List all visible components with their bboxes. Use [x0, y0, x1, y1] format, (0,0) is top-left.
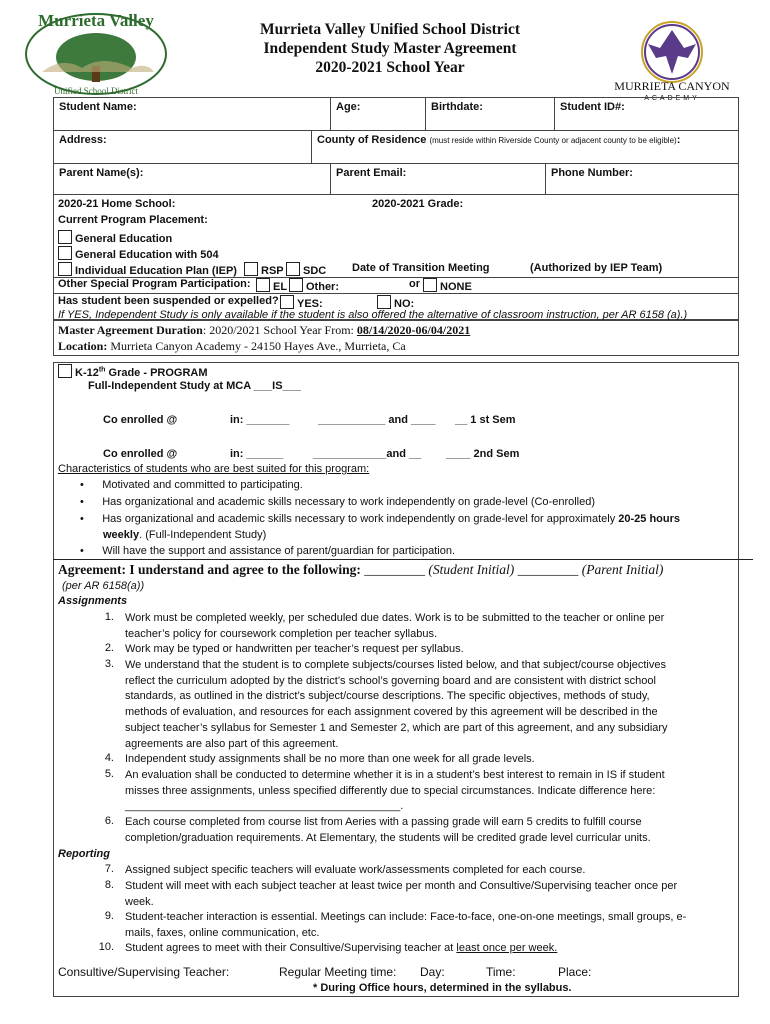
student-id-cell[interactable]	[554, 97, 739, 131]
coenrolled-1-in: in: _______	[230, 414, 290, 426]
duration-text: : 2020/2021 School Year From:	[202, 323, 357, 337]
full-is-line: Full-Independent Study at MCA ___IS___	[88, 380, 301, 392]
day-label: Day:	[420, 965, 445, 979]
bullet-bold-hours: 20-25 hours	[618, 513, 681, 525]
time-label: Time:	[486, 965, 516, 979]
item-line: Work may be typed or handwritten per teacher’s request per syllabus.	[125, 643, 464, 655]
suspended-label: Has student been suspended or expelled?	[58, 295, 279, 307]
coenrolled-2-sem: ____ 2nd Sem	[446, 448, 520, 460]
parent-email-cell[interactable]	[330, 163, 546, 195]
bullet-text: Motivated and committed to participating.	[102, 479, 303, 491]
parent-initial-label: (Parent Initial)	[581, 562, 664, 577]
item-line: mails, faxes, online communication, etc.	[125, 926, 320, 939]
item-number: 2.	[104, 642, 114, 654]
general-ed-504-option[interactable]	[58, 246, 219, 261]
other-checkbox[interactable]	[289, 278, 303, 292]
phone-label: Phone Number:	[551, 167, 633, 179]
bullet-bold-weekly: weekly	[103, 529, 140, 541]
k12-program-option[interactable]	[58, 364, 208, 379]
item-line: Student will meet with each subject teacher at least twice per month and Consultive/Supervising teacher once per	[125, 880, 678, 892]
item-line: Each course completed from course list from Aeries with a passing grade will earn 5 credits to fulfill course	[125, 816, 642, 828]
k12-label: K-12	[75, 367, 99, 379]
phone-cell[interactable]	[545, 163, 739, 195]
item-line: An evaluation shall be conducted to determine whether it is in a student’s best interest to remain in IS if student	[125, 769, 665, 781]
student-id-label: Student ID#:	[560, 101, 625, 113]
bullet-text: Has organizational and academic skills necessary to work independently on grade-level (Co-enrolled)	[102, 496, 596, 508]
county-label: County of Residence	[317, 134, 427, 146]
iep-option[interactable]	[58, 262, 237, 277]
district-title: Murrieta Valley Unified School District	[259, 21, 521, 38]
item-number: 1.	[104, 611, 114, 623]
k12-checkbox[interactable]	[58, 364, 72, 378]
location-line	[58, 339, 406, 354]
k12-sup: th	[98, 366, 106, 374]
parent-initial-blank[interactable]: _________	[514, 562, 582, 577]
home-school-label: 2020-21 Home School:	[58, 198, 176, 210]
bullet-text: . (Full-Independent Study)	[139, 529, 267, 541]
assignments-heading: Assignments	[58, 595, 128, 607]
coenrolled-1-and: ___________ and ____	[318, 414, 436, 426]
address-label: Address:	[59, 134, 107, 146]
bullet-item: • Has organizational and academic skills necessary to work independently on grade-level (Co-enrolled)	[80, 496, 596, 508]
district-logo	[22, 10, 170, 98]
coenrolled-2-label: Co enrolled @	[103, 448, 178, 460]
k12-label-rest: Grade - PROGRAM	[105, 367, 208, 379]
item-line: teacher’s policy for coursework completion per teacher syllabus.	[125, 627, 438, 640]
least-once-per-week: least once per week.	[456, 942, 558, 954]
or-label: or	[409, 278, 420, 290]
coenrolled-2-and: ____________and __	[313, 448, 422, 460]
agreement-heading	[58, 562, 663, 578]
county-cell[interactable]	[311, 130, 739, 164]
age-cell[interactable]	[330, 97, 426, 131]
school-year-title: 2020-2021 School Year	[315, 59, 465, 76]
district-logo-top-text: Murrieta Valley	[38, 11, 154, 30]
item-line: misses three assignments, unless specified differently due to special circumstances. Indicate difference here:	[125, 784, 656, 797]
document-title	[230, 20, 550, 77]
bullet-text: Will have the support and assistance of parent/guardian for participation.	[102, 545, 456, 557]
academy-logo-sub: ACADEMY	[644, 95, 700, 102]
item-line: week.	[125, 895, 154, 908]
yes-option[interactable]	[280, 295, 323, 310]
no-label: NO:	[394, 298, 415, 310]
yes-checkbox[interactable]	[280, 295, 294, 309]
place-label: Place:	[558, 965, 592, 979]
regular-meeting-label: Regular Meeting time:	[279, 965, 397, 979]
duration-label: Master Agreement Duration	[58, 323, 203, 337]
item-number: 4.	[104, 752, 114, 764]
county-note: (must reside within Riverside County or adjacent county to be eligible)	[429, 136, 677, 145]
other-special-label: Other Special Program Participation:	[58, 278, 251, 290]
yes-label: YES:	[297, 298, 323, 310]
item-number: 7.	[104, 863, 114, 875]
academy-logo-name: MURRIETA CANYON	[614, 79, 730, 93]
item-line: methods of evaluation, and resources for each assignment covered by this agreement will be described in the	[125, 706, 658, 719]
student-initial-blank[interactable]: _________	[364, 562, 429, 577]
item-line: standards, as outlined in the district’s subject/course descriptions. The specific objectives, methods of study,	[125, 690, 650, 703]
rsp-option[interactable]	[244, 262, 284, 277]
student-name-label: Student Name:	[59, 101, 137, 113]
duration-dates: 08/14/2020-06/04/2021	[356, 323, 471, 337]
address-cell[interactable]	[53, 130, 312, 164]
bullet-item: • Has organizational and academic skills necessary to work independently on grade-level for approximately 20-25 hours	[80, 513, 681, 525]
bullet-continuation	[103, 529, 266, 541]
district-logo-bottom-text: Unified School District	[54, 86, 138, 96]
item-line: Student agrees to meet with their Consultive/Supervising teacher at least once per week.	[125, 942, 558, 954]
item-number: 8.	[104, 879, 114, 891]
item-number: 6.	[104, 815, 114, 827]
academy-logo	[600, 18, 745, 102]
general-ed-checkbox[interactable]	[58, 230, 72, 244]
general-ed-504-checkbox[interactable]	[58, 246, 72, 260]
sdc-label: SDC	[303, 265, 327, 277]
no-checkbox[interactable]	[377, 295, 391, 309]
county-colon: :	[676, 134, 681, 146]
item-line: reflect the curriculum adopted by the district’s school’s governing board and are consistent with district school	[125, 674, 656, 687]
none-checkbox[interactable]	[423, 278, 437, 292]
transition-meeting-label: Date of Transition Meeting	[352, 262, 490, 274]
item-line: _____________________________________________.	[125, 800, 404, 813]
coenrolled-2-in: in: ______	[230, 448, 284, 460]
parent-email-label: Parent Email:	[336, 167, 407, 179]
duration-line	[58, 323, 470, 338]
sdc-option[interactable]	[286, 262, 326, 277]
item-line: Work must be completed weekly, per scheduled due dates. Work is to be submitted to the teacher or online per	[125, 612, 665, 624]
item-line: Independent study assignments shall be no more than one week for all grade levels.	[125, 753, 535, 765]
item-number: 3.	[104, 658, 114, 670]
office-hours-note: * During Office hours, determined in the syllabus.	[313, 982, 572, 994]
characteristics-heading: Characteristics of students who are best suited for this program:	[58, 463, 370, 475]
rsp-label: RSP	[261, 265, 284, 277]
iep-label: Individual Education Plan (IEP)	[75, 265, 237, 277]
birthdate-cell[interactable]	[425, 97, 555, 131]
bullet-item: • Will have the support and assistance of parent/guardian for participation.	[80, 545, 456, 557]
coenrolled-1-sem: __ 1 st Sem	[455, 414, 516, 426]
agreement-title: Independent Study Master Agreement	[263, 40, 517, 57]
no-option[interactable]	[377, 295, 414, 310]
location-text: Murrieta Canyon Academy - 24150 Hayes Ave., Murrieta, Ca	[107, 339, 406, 353]
other-label: Other:	[306, 281, 339, 293]
item-line: Student-teacher interaction is essential. Meetings can include: Face-to-face, one-on-one meetings, small groups, e-	[125, 911, 687, 923]
item-number: 9.	[104, 910, 114, 922]
sdc-checkbox[interactable]	[286, 262, 300, 276]
bullet-item: • Motivated and committed to participating.	[80, 479, 303, 491]
none-label: NONE	[440, 281, 472, 293]
parent-names-label: Parent Name(s):	[59, 167, 144, 179]
el-label: EL	[273, 281, 288, 293]
birthdate-label: Birthdate:	[431, 101, 483, 113]
per-ar-note: (per AR 6158(a))	[62, 580, 145, 592]
program-placement-label: Current Program Placement:	[58, 214, 208, 226]
rsp-checkbox[interactable]	[244, 262, 258, 276]
coenrolled-1-label: Co enrolled @	[103, 414, 178, 426]
none-option[interactable]	[423, 278, 472, 293]
item-line: agreements are also part of this agreement.	[125, 737, 339, 750]
reporting-heading: Reporting	[58, 848, 110, 860]
authorized-label: (Authorized by IEP Team)	[530, 262, 663, 274]
parent-names-cell[interactable]	[53, 163, 331, 195]
divider	[53, 559, 753, 560]
agreement-heading-text: Agreement: I understand and agree to the following:	[58, 562, 365, 577]
general-ed-label: General Education	[75, 233, 173, 245]
if-yes-note: If YES, Independent Study is only available if the student is also offered the alternative of classroom instruction, per AR 6158 (a).)	[58, 309, 688, 321]
item-number: 10.	[98, 941, 114, 953]
student-name-cell[interactable]	[53, 97, 331, 131]
iep-checkbox[interactable]	[58, 262, 72, 276]
general-ed-504-label: General Education with 504	[75, 249, 219, 261]
el-option[interactable]	[256, 278, 287, 293]
grade-label: 2020-2021 Grade:	[372, 198, 464, 210]
item-line: We understand that the student is to complete subjects/courses listed below, and that subject/course objectives	[125, 659, 666, 671]
age-label: Age:	[336, 101, 361, 113]
other-option[interactable]	[289, 278, 339, 293]
general-ed-option[interactable]	[58, 230, 172, 245]
consultive-teacher-label: Consultive/Supervising Teacher:	[58, 965, 230, 979]
divider	[53, 293, 739, 294]
el-checkbox[interactable]	[256, 278, 270, 292]
item-line: completion/graduation requirements. At Elementary, the students will be credited grade level curricular units.	[125, 831, 651, 844]
bullet-text: Has organizational and academic skills necessary to work independently on grade-level for approximately	[102, 513, 619, 525]
location-label: Location:	[58, 339, 108, 353]
item-line: Assigned subject specific teachers will evaluate work/assessments completed for each course.	[125, 864, 586, 876]
item-line: subject teacher’s syllabus for Semester 1 and Semester 2, which are part of this agreement, and any subsidiary	[125, 721, 668, 734]
item-number: 5.	[104, 768, 114, 780]
student-initial-label: (Student Initial)	[428, 562, 515, 577]
